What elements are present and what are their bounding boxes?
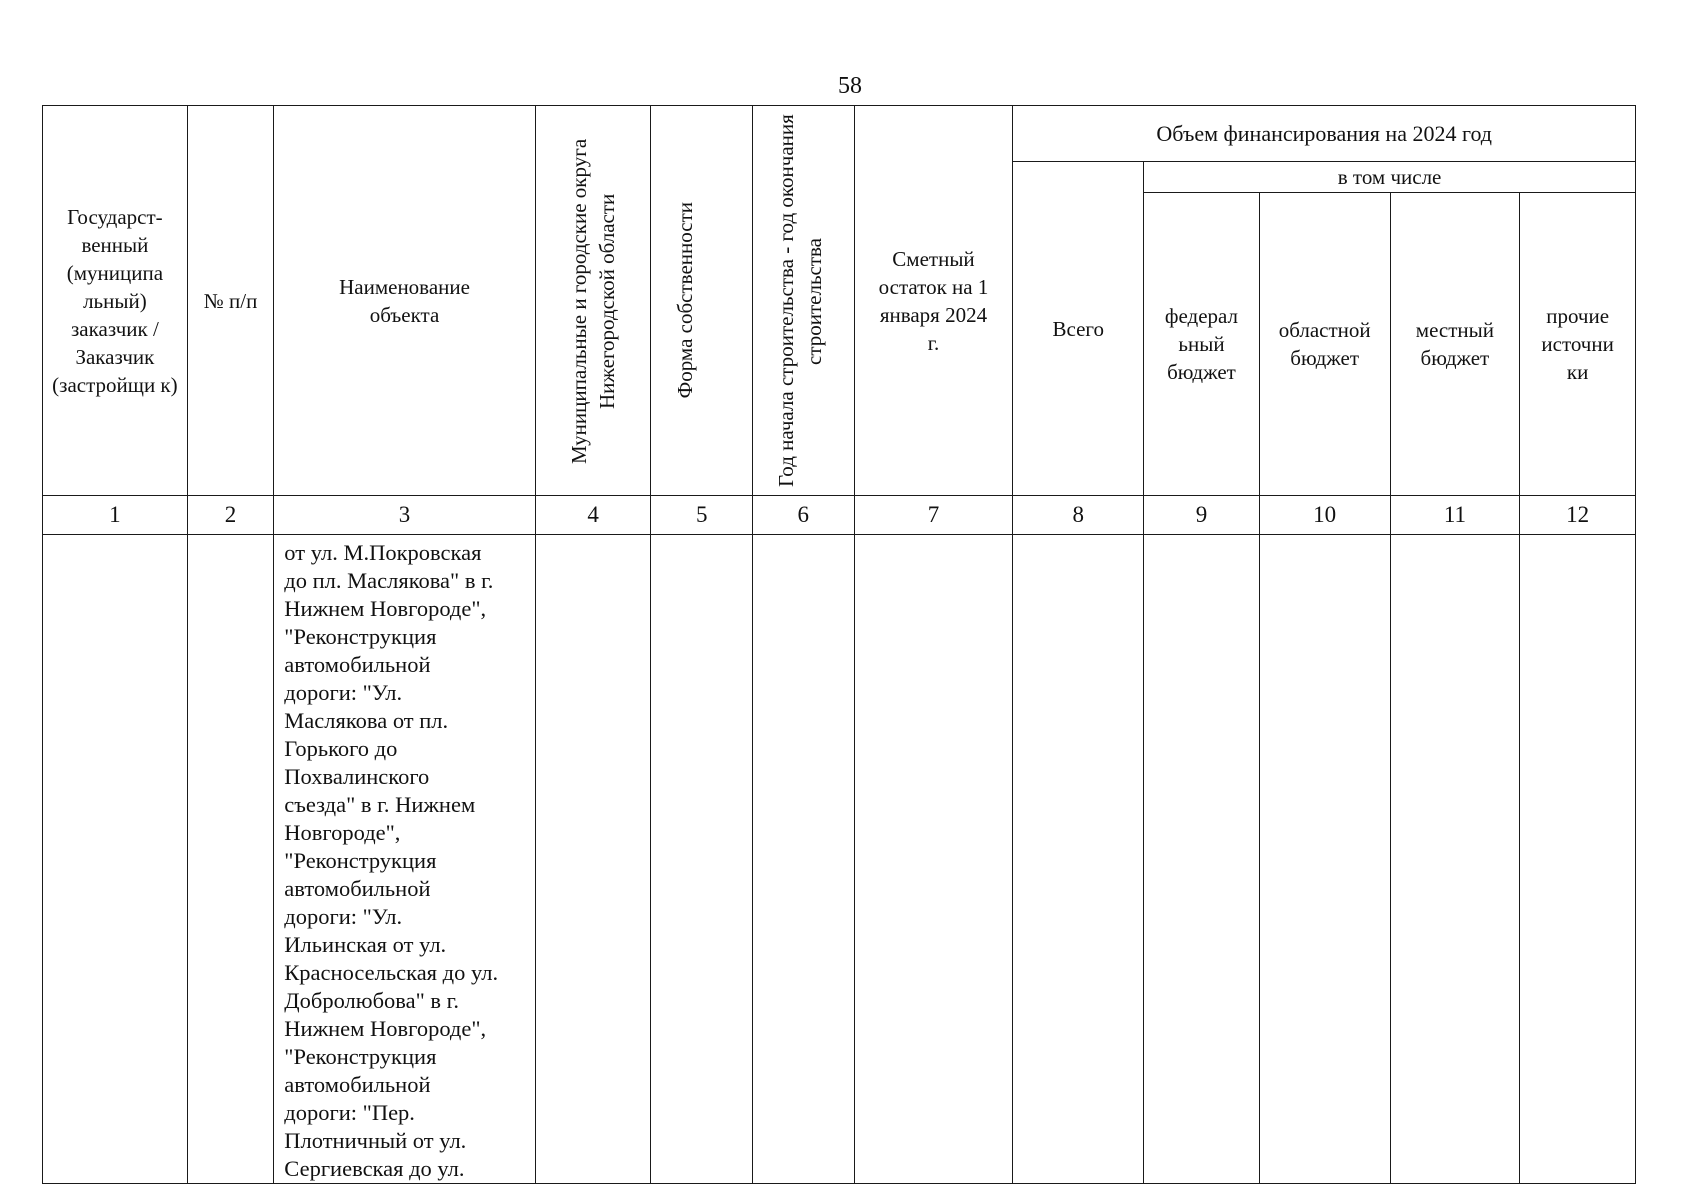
header-regional-budget: областной бюджет — [1259, 193, 1390, 496]
object-name-line: Сергиевская до ул. — [284, 1156, 465, 1181]
header-ownership-form — [651, 106, 753, 496]
cell-estimated-balance — [854, 535, 1013, 1184]
financing-table — [42, 105, 1636, 1184]
header-object-name: Наименование объекта — [274, 106, 535, 496]
object-name-line: съезда" в г. Нижнем — [284, 792, 476, 817]
page-number: 58 — [838, 73, 862, 99]
object-name-line: дороги: "Пер. — [284, 1100, 415, 1125]
cell-other-sources — [1520, 535, 1636, 1184]
object-name-line: Добролюбова" в г. — [284, 988, 459, 1013]
object-name-line: автомобильной — [284, 1072, 431, 1097]
header-construction-years-text: Год начала строительства - год окончания строительства — [774, 114, 827, 487]
column-number: 1 — [43, 496, 188, 535]
cell-regional-budget — [1259, 535, 1390, 1184]
column-number: 7 — [854, 496, 1013, 535]
cell-municipal-districts — [535, 535, 651, 1184]
header-ownership-form-text: Форма собственности — [672, 202, 697, 399]
object-name-line: автомобильной — [284, 652, 431, 677]
column-number: 10 — [1259, 496, 1390, 535]
object-name-line: дороги: "Ул. — [284, 904, 403, 929]
cell-construction-years — [752, 535, 854, 1184]
column-number: 2 — [187, 496, 273, 535]
column-number: 6 — [752, 496, 854, 535]
header-including: в том числе — [1144, 162, 1636, 193]
column-number: 11 — [1390, 496, 1520, 535]
cell-total — [1013, 535, 1144, 1184]
cell-ownership-form — [651, 535, 753, 1184]
object-name-line: до пл. Маслякова" в г. — [284, 568, 494, 593]
column-number: 5 — [651, 496, 753, 535]
header-municipal-districts — [535, 106, 651, 496]
header-row-number: № п/п — [187, 106, 273, 496]
column-number: 8 — [1013, 496, 1144, 535]
object-name-line: от ул. М.Покровская — [284, 540, 482, 565]
cell-object-name — [274, 535, 535, 1184]
object-name-line: Ильинская от ул. — [284, 932, 447, 957]
cell-federal-budget — [1144, 535, 1260, 1184]
object-name-line: "Реконструкция — [284, 848, 437, 873]
object-name-line: Плотничный от ул. — [284, 1128, 467, 1153]
header-municipal-districts-text: Муниципальные и городские округа Нижегородской области — [567, 137, 620, 464]
header-customer: Государст- венный (муниципа льный) заказчик / Заказчик (застройщи к) — [43, 106, 188, 496]
object-name-line: Красносельская до ул. — [284, 960, 499, 985]
object-name-line: "Реконструкция — [284, 624, 437, 649]
object-name-text — [284, 539, 524, 1183]
object-name-line: Маслякова от пл. — [284, 708, 449, 733]
object-name-line: Горького до — [284, 736, 398, 761]
column-number: 12 — [1520, 496, 1636, 535]
cell-local-budget — [1390, 535, 1520, 1184]
column-number: 4 — [535, 496, 651, 535]
cell-row-number — [187, 535, 273, 1184]
header-local-budget: местный бюджет — [1390, 193, 1520, 496]
object-name-line: автомобильной — [284, 876, 431, 901]
header-federal-budget: федерал ьный бюджет — [1144, 193, 1260, 496]
object-name-line: Похвалинского — [284, 764, 430, 789]
column-number: 9 — [1144, 496, 1260, 535]
object-name-line: дороги: "Ул. — [284, 680, 403, 705]
header-total: Всего — [1013, 162, 1144, 496]
header-funding-volume: Объем финансирования на 2024 год — [1013, 106, 1636, 162]
column-number: 3 — [274, 496, 535, 535]
header-estimated-balance: Сметный остаток на 1 января 2024 г. — [854, 106, 1013, 496]
object-name-line: Нижнем Новгороде", — [284, 1016, 487, 1041]
object-name-line: Новгороде", — [284, 820, 401, 845]
header-construction-years — [752, 106, 854, 496]
header-other-sources: прочие источни ки — [1520, 193, 1636, 496]
object-name-line: "Реконструкция — [284, 1044, 437, 1069]
object-name-line: Нижнем Новгороде", — [284, 596, 487, 621]
cell-customer — [43, 535, 188, 1184]
